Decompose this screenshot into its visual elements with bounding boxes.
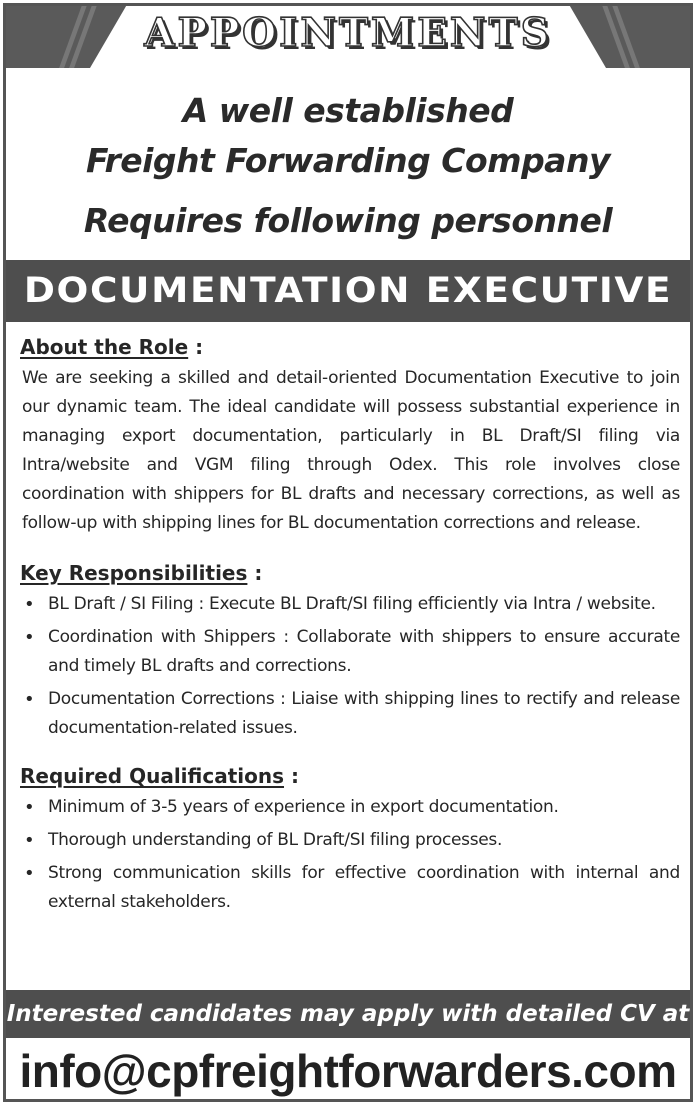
- about-heading-text: About the Role: [20, 335, 189, 359]
- qualifications-heading-text: Required Qualifications: [20, 764, 285, 788]
- apply-text: Interested candidates may apply with detailed CV at: [6, 1001, 690, 1027]
- header-banner: [6, 6, 690, 68]
- contact-email[interactable]: info@cpfreightforwarders.com: [19, 1045, 677, 1097]
- list-item: • BL Draft / SI Filing : Execute BL Draft/SI filing efficiently via Intra / website.: [20, 590, 680, 619]
- intro-line-1: A well established: [182, 91, 514, 130]
- responsibilities-heading-text: Key Responsibilities: [20, 561, 248, 585]
- apply-bar: [6, 990, 690, 1038]
- list-item: • Strong communication skills for effective coordination with internal and external stakeholders.: [20, 859, 680, 917]
- ad-content: [20, 332, 680, 921]
- company-intro: [6, 86, 690, 246]
- page-title: APPOINTMENTS: [144, 10, 552, 56]
- list-item: • Documentation Corrections : Liaise with shipping lines to rectify and release documentation-related issues.: [20, 685, 680, 743]
- responsibilities-heading-colon: :: [247, 561, 263, 585]
- about-heading-colon: :: [188, 335, 204, 359]
- list-item: • Minimum of 3-5 years of experience in export documentation.: [20, 793, 680, 822]
- qualifications-list: [20, 793, 680, 917]
- list-item: • Thorough understanding of BL Draft/SI filing processes.: [20, 826, 680, 855]
- qualifications-heading-colon: :: [284, 764, 299, 788]
- responsibilities-heading: [20, 558, 680, 588]
- position-title: DOCUMENTATION EXECUTIVE: [23, 271, 673, 311]
- responsibilities-list: [20, 590, 680, 743]
- job-advertisement: [3, 3, 693, 1102]
- intro-line-3: Requires following personnel: [83, 201, 613, 240]
- list-item: • Coordination with Shippers : Collaborate with shippers to ensure accurate and timely BL drafts and corrections.: [20, 623, 680, 681]
- about-paragraph: We are seeking a skilled and detail-oriented Documentation Executive to join our dynamic team. The ideal candidate will possess substantial experience in managing export documentation, particularly in BL Draft/SI filing via Intra/website and VGM filing through Odex. This role involves close coordination with shippers for BL drafts and necessary corrections, as well as follow-up with shipping lines for BL documentation corrections and release.: [22, 368, 680, 533]
- intro-line-2: Freight Forwarding Company: [86, 141, 610, 180]
- about-heading: [20, 332, 680, 362]
- qualifications-heading: [20, 761, 680, 791]
- position-title-bar: [6, 260, 690, 322]
